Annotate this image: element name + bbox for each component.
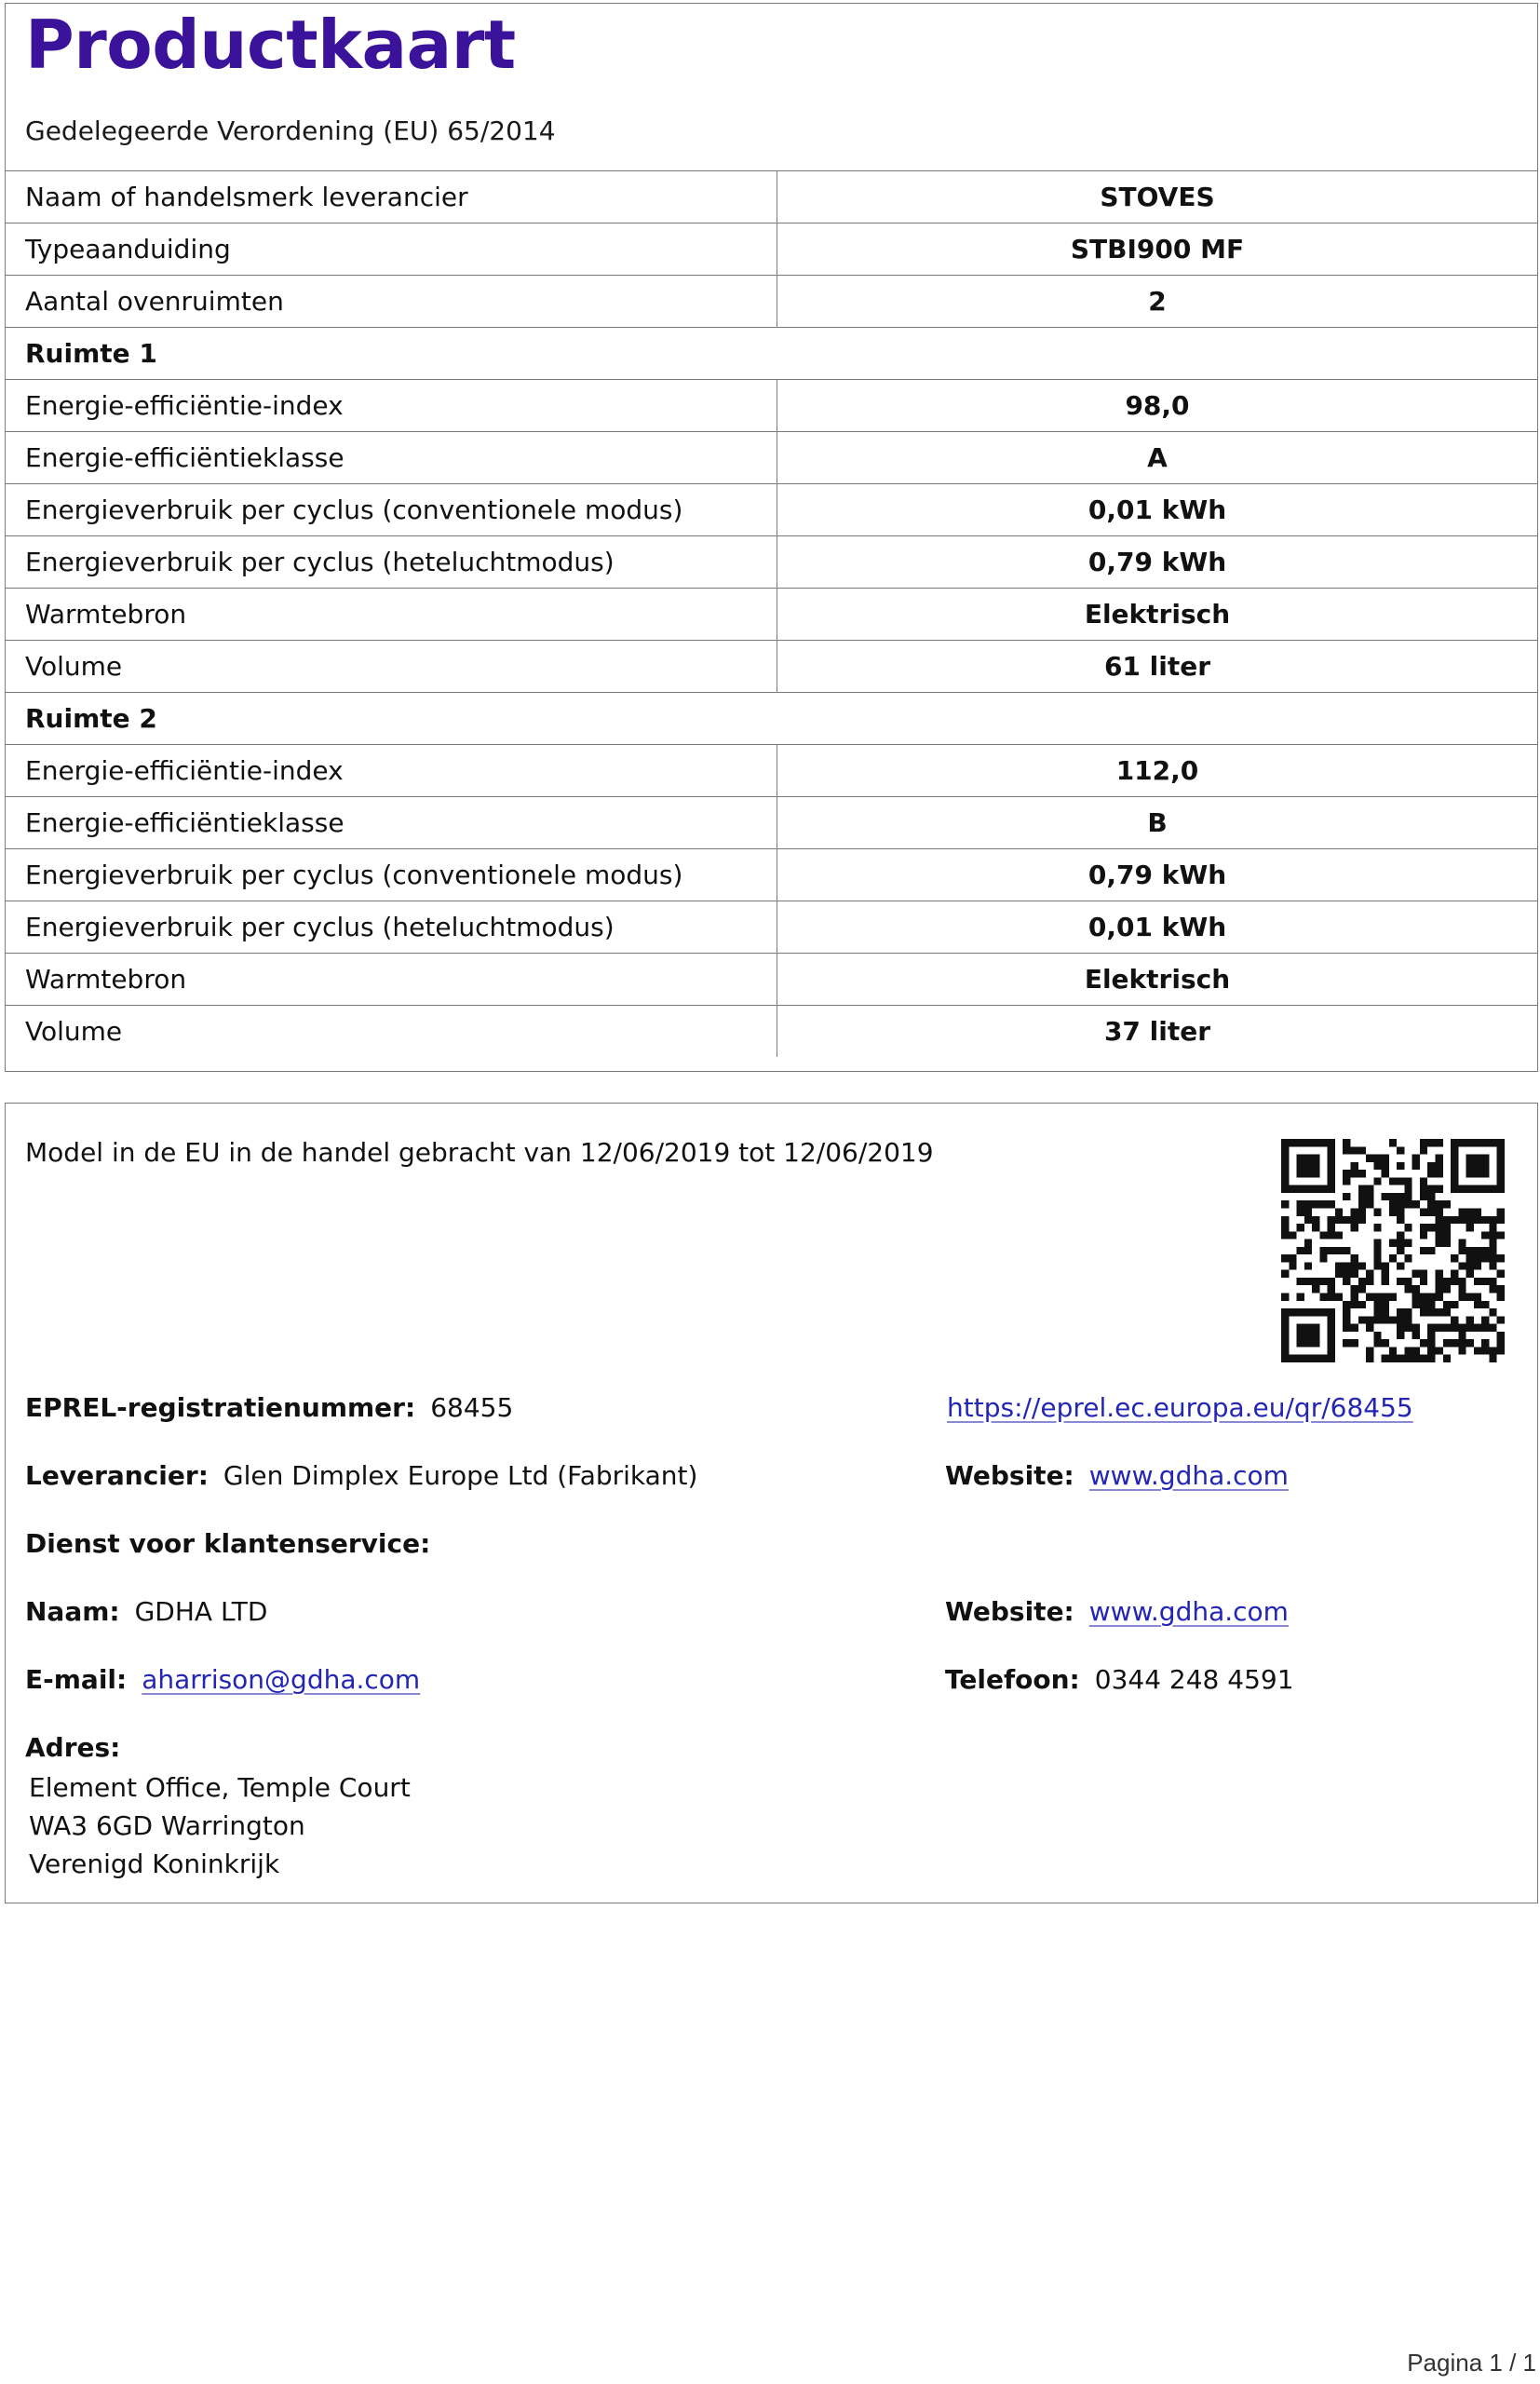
cs-name-label: Naam: — [25, 1596, 120, 1627]
cs-website-link[interactable]: www.gdha.com — [1088, 1596, 1289, 1627]
website-label: Website: — [945, 1596, 1074, 1627]
row-value: Elektrisch — [777, 954, 1538, 1006]
row-label: Volume — [6, 641, 777, 693]
row-value: B — [777, 797, 1538, 849]
table-row — [6, 901, 1537, 954]
table-row — [6, 1006, 1537, 1058]
contact-info-box — [5, 1103, 1538, 1903]
supplier-website-row — [945, 1460, 1289, 1491]
row-value: 2 — [777, 276, 1538, 328]
page-number: Pagina 1 / 1 — [1407, 2349, 1536, 2377]
table-row — [6, 432, 1537, 484]
row-label: Energieverbruik per cyclus (heteluchtmodus) — [6, 536, 777, 589]
cs-phone-label: Telefoon: — [945, 1664, 1080, 1695]
row-label: Energieverbruik per cyclus (heteluchtmodus) — [6, 901, 777, 954]
row-label: Energieverbruik per cyclus (conventionele modus) — [6, 849, 777, 901]
supplier-label: Leverancier: — [25, 1460, 209, 1491]
product-sheet-box — [5, 3, 1538, 1072]
row-value: 112,0 — [777, 745, 1538, 797]
row-label: Warmtebron — [6, 589, 777, 641]
table-row — [6, 276, 1537, 328]
row-label: Volume — [6, 1006, 777, 1058]
row-label: Energieverbruik per cyclus (conventionele modus) — [6, 484, 777, 536]
page-title: Productkaart — [25, 6, 516, 84]
row-value: Elektrisch — [777, 589, 1538, 641]
row-label: Warmtebron — [6, 954, 777, 1006]
row-value: A — [777, 432, 1538, 484]
supplier-website-link[interactable]: www.gdha.com — [1088, 1460, 1289, 1491]
section-row-cavity-1 — [6, 328, 1537, 380]
qr-code-icon[interactable] — [1281, 1139, 1505, 1362]
row-value: 37 liter — [777, 1006, 1538, 1058]
row-label: Typeaanduiding — [6, 224, 777, 276]
row-value: 0,01 kWh — [777, 484, 1538, 536]
cs-website-row — [945, 1596, 1289, 1627]
address-line: Verenigd Koninkrijk — [29, 1849, 280, 1879]
table-row — [6, 380, 1537, 432]
table-row — [6, 641, 1537, 693]
table-row — [6, 536, 1537, 589]
cs-phone-row — [945, 1664, 1294, 1695]
row-label: Naam of handelsmerk leverancier — [6, 171, 777, 224]
row-label: Aantal ovenruimten — [6, 276, 777, 328]
cs-name: GDHA LTD — [134, 1596, 268, 1627]
row-value: 98,0 — [777, 380, 1538, 432]
cs-phone: 0344 248 4591 — [1094, 1664, 1294, 1695]
table-row — [6, 224, 1537, 276]
section-row-cavity-2 — [6, 693, 1537, 745]
row-label: Energie-efficiëntieklasse — [6, 797, 777, 849]
eprel-registration — [25, 1392, 513, 1423]
supplier-name: Glen Dimplex Europe Ltd (Fabrikant) — [223, 1460, 698, 1491]
row-value: 0,79 kWh — [777, 849, 1538, 901]
eprel-link-container — [947, 1392, 1413, 1423]
cs-email-label: E-mail: — [25, 1664, 128, 1695]
regulation-text: Gedelegeerde Verordening (EU) 65/2014 — [25, 115, 556, 146]
eprel-label: EPREL-registratienummer: — [25, 1392, 416, 1423]
eprel-link[interactable]: https://eprel.ec.europa.eu/qr/68455 — [947, 1392, 1413, 1423]
table-row — [6, 849, 1537, 901]
eprel-number: 68455 — [430, 1392, 514, 1423]
table-row — [6, 797, 1537, 849]
row-value: 61 liter — [777, 641, 1538, 693]
cs-name-row — [25, 1596, 267, 1627]
supplier-row — [25, 1460, 697, 1491]
table-row — [6, 484, 1537, 536]
table-row — [6, 745, 1537, 797]
market-dates-text: Model in de EU in de handel gebracht van 12/06/2019 tot 12/06/2019 — [25, 1137, 934, 1168]
table-row — [6, 171, 1537, 224]
row-label: Energie-efficiëntie-index — [6, 380, 777, 432]
address-label: Adres: — [25, 1732, 121, 1763]
cs-email-link[interactable]: aharrison@gdha.com — [142, 1664, 421, 1695]
section-heading: Ruimte 2 — [6, 693, 1537, 745]
section-heading: Ruimte 1 — [6, 328, 1537, 380]
row-value: STOVES — [777, 171, 1538, 224]
address-line: WA3 6GD Warrington — [29, 1810, 305, 1841]
row-value: 0,79 kWh — [777, 536, 1538, 589]
spec-table — [6, 170, 1537, 1057]
website-label: Website: — [945, 1460, 1074, 1491]
address-line: Element Office, Temple Court — [29, 1772, 411, 1803]
row-label: Energie-efficiëntieklasse — [6, 432, 777, 484]
row-value: 0,01 kWh — [777, 901, 1538, 954]
row-value: STBI900 MF — [777, 224, 1538, 276]
cs-email-row — [25, 1664, 420, 1695]
customer-service-heading: Dienst voor klantenservice: — [25, 1528, 431, 1559]
row-label: Energie-efficiëntie-index — [6, 745, 777, 797]
table-row — [6, 954, 1537, 1006]
table-row — [6, 589, 1537, 641]
